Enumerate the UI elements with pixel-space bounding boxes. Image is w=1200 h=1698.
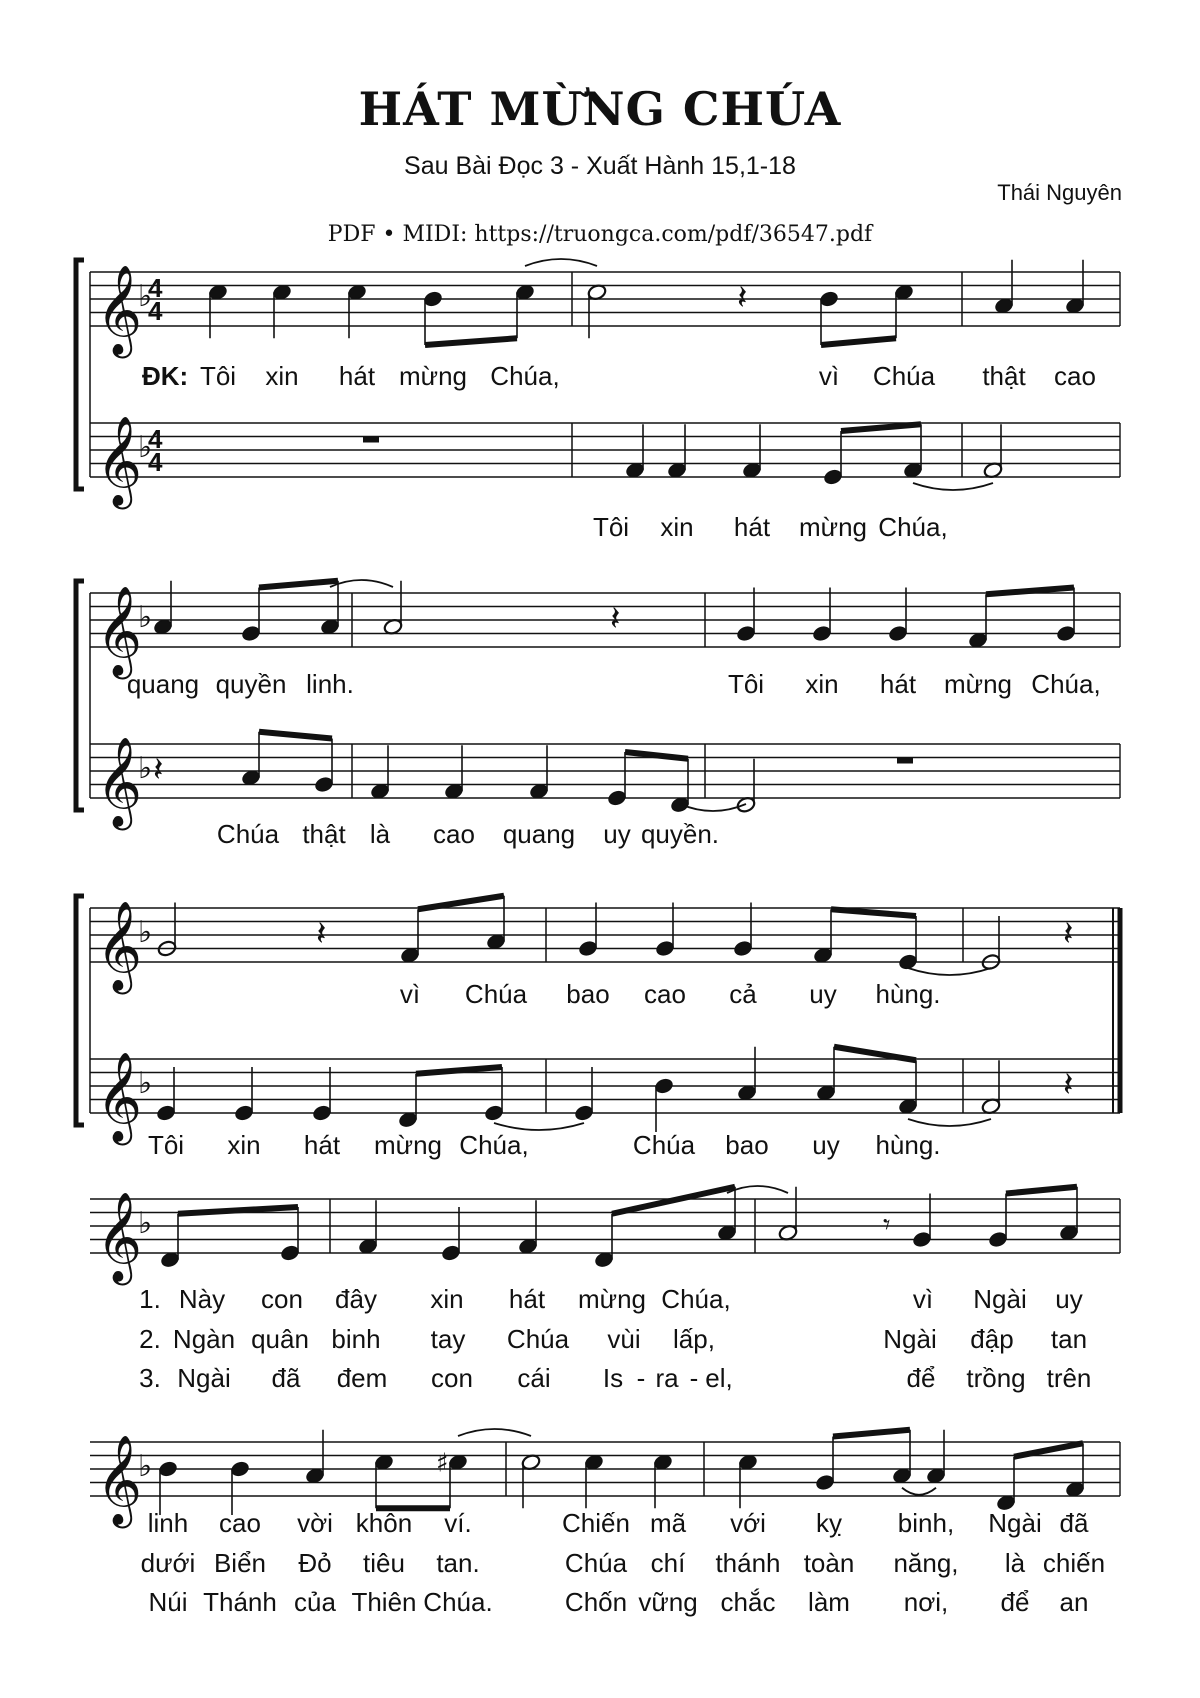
- lyric-syllable: Núi: [148, 1587, 188, 1617]
- time-sig-bottom-upper: 4: [148, 296, 163, 326]
- lyric-syllable: xin: [227, 1130, 261, 1160]
- tie: [525, 259, 597, 266]
- lyric-syllable: với: [730, 1508, 766, 1538]
- lyric-syllable: Chúa,: [1031, 669, 1101, 699]
- lyric-syllable: Chúa,: [661, 1284, 731, 1314]
- quarter-rest-icon: 𝄽: [1063, 914, 1074, 954]
- lyric-syllable: 2.: [139, 1324, 161, 1354]
- lyric-syllable: Đỏ: [298, 1548, 332, 1578]
- lyric-syllable: quyền.: [640, 819, 720, 849]
- lyric-syllable: mã: [649, 1508, 687, 1538]
- beam: [259, 581, 338, 588]
- lyric-syllable: Chúa.: [423, 1587, 493, 1617]
- note-head: [607, 789, 627, 807]
- time-sig-top-upper: 4: [148, 273, 163, 303]
- lyric-syllable: Ngài: [988, 1508, 1042, 1538]
- flat-icon: ♭: [138, 1206, 153, 1241]
- lyric-syllable: bao: [725, 1130, 769, 1160]
- note-head: [158, 1460, 178, 1478]
- lyric-syllable: tan.: [436, 1548, 480, 1578]
- time-sig-top-lower: 4: [148, 424, 163, 454]
- quarter-rest-icon: 𝄽: [610, 599, 621, 639]
- source-link[interactable]: PDF • MIDI: https://truongca.com/pdf/36547.pdf: [327, 222, 873, 247]
- beam: [1014, 1443, 1083, 1457]
- note-head: [823, 468, 843, 486]
- quarter-rest-icon: 𝄽: [737, 278, 748, 318]
- lyric-syllable: uy: [812, 1130, 840, 1160]
- lyric-syllable: để: [906, 1363, 936, 1393]
- lyric-syllable: thật: [302, 819, 346, 849]
- treble-clef-icon: 𝄞: [96, 416, 143, 506]
- lyric-syllable: binh,: [897, 1508, 955, 1538]
- lyric-syllable: vì: [818, 361, 840, 391]
- lyric-syllable: hùng.: [875, 1130, 941, 1160]
- note-head: [733, 940, 753, 958]
- flat-icon: ♭: [138, 751, 153, 786]
- treble-clef-icon: 𝄞: [96, 1435, 143, 1525]
- lyric-syllable: Chúa: [872, 361, 936, 391]
- lyric-syllable: Tôi: [147, 1130, 185, 1160]
- treble-clef-icon: 𝄞: [96, 586, 143, 676]
- lyric-syllable: uy: [809, 979, 837, 1009]
- eighth-rest-icon: 𝄾: [883, 1208, 891, 1241]
- lyric-syllable: Chúa: [506, 1324, 570, 1354]
- lyric-syllable: hùng.: [875, 979, 941, 1009]
- lyric-syllable: hát: [338, 361, 376, 391]
- lyric-syllable: đập: [970, 1324, 1014, 1354]
- system-bracket: [76, 260, 84, 489]
- lyric-syllable: el,: [705, 1363, 733, 1393]
- treble-clef-icon: 𝄞: [96, 901, 143, 991]
- lyric-syllable: cao: [219, 1508, 261, 1538]
- tie: [908, 1119, 991, 1126]
- lyric-syllable: làm: [808, 1587, 850, 1617]
- lyric-syllable: cái: [517, 1363, 551, 1393]
- system-bracket: [76, 896, 84, 1125]
- flat-icon: ♭: [138, 1066, 153, 1101]
- lyric-syllable: vùi: [607, 1324, 641, 1354]
- note-head: [578, 940, 598, 958]
- lyric-syllable: Chúa: [464, 979, 528, 1009]
- lyric-syllable: vì: [399, 979, 421, 1009]
- flat-icon: ♭: [138, 1449, 153, 1484]
- lyric-syllable: đây: [335, 1284, 377, 1314]
- note-head: [423, 290, 443, 308]
- lyric-syllable: vời: [297, 1508, 333, 1538]
- note-head: [441, 1244, 461, 1262]
- flat-icon: ♭: [138, 279, 153, 314]
- flat-icon: ♭: [138, 600, 153, 635]
- note-head: [574, 1104, 594, 1122]
- lyric-syllable: 1.: [139, 1284, 161, 1314]
- lyric-syllable: quang: [126, 669, 200, 699]
- lyric-syllable: Chiến: [562, 1508, 630, 1538]
- lyric-syllable: Chúa,: [459, 1130, 529, 1160]
- tie: [913, 483, 993, 490]
- lyric-syllable: con: [261, 1284, 303, 1314]
- lyric-syllable: năng,: [893, 1548, 959, 1578]
- lyric-syllable: -: [689, 1363, 699, 1393]
- tie: [458, 1429, 531, 1436]
- lyric-syllable: Is: [602, 1363, 624, 1393]
- lyric-syllable: toàn: [803, 1548, 855, 1578]
- lyric-syllable: Chúa: [632, 1130, 696, 1160]
- note-head: [819, 290, 839, 308]
- note-head: [156, 1104, 176, 1122]
- time-sig-bottom-lower: 4: [148, 447, 163, 477]
- lyric-syllable: dưới: [140, 1548, 196, 1578]
- beam: [821, 338, 896, 345]
- lyric-syllable: linh.: [306, 669, 354, 699]
- lyric-syllable: xin: [805, 669, 839, 699]
- lyric-syllable: Ngài: [883, 1324, 937, 1354]
- beam: [841, 424, 921, 431]
- beam: [425, 338, 517, 345]
- lyric-syllable: đã: [1059, 1508, 1089, 1538]
- tie: [727, 1186, 788, 1193]
- sharp-icon: ♯: [436, 1448, 449, 1479]
- whole-rest-icon: [363, 437, 379, 443]
- lyric-syllable: chắc: [720, 1587, 776, 1617]
- lyric-syllable: an: [1059, 1587, 1089, 1617]
- lyric-syllable: quân: [251, 1324, 309, 1354]
- note-head: [654, 1077, 674, 1095]
- lyric-syllable: cao: [433, 819, 475, 849]
- lyric-syllable: là: [1004, 1548, 1026, 1578]
- lyric-syllable: mừng: [944, 669, 1012, 699]
- system-bracket: [76, 581, 84, 810]
- lyric-syllable: quang: [502, 819, 576, 849]
- lyric-syllable: -: [636, 1363, 646, 1393]
- lyric-syllable: mừng: [399, 361, 467, 391]
- beam: [833, 1430, 910, 1437]
- lyric-syllable: xin: [430, 1284, 464, 1314]
- lyric-syllable: đã: [271, 1363, 301, 1393]
- lyric-syllable: Chúa,: [490, 361, 560, 391]
- lyric-syllable: thánh: [715, 1548, 781, 1578]
- lyric-syllable: ra: [655, 1363, 679, 1393]
- lyric-syllable: cả: [729, 979, 757, 1009]
- lyric-syllable: uy: [603, 819, 631, 849]
- lyric-syllable: thật: [982, 361, 1026, 391]
- lyric-syllable: cao: [1054, 361, 1096, 391]
- lyric-syllable: Ngài: [177, 1363, 231, 1393]
- lyric-syllable: hát: [733, 512, 771, 542]
- lyric-syllable: Tôi: [592, 512, 630, 542]
- note-head: [484, 1104, 504, 1122]
- lyric-syllable: Chúa,: [878, 512, 948, 542]
- lyric-syllable: nơi,: [903, 1587, 949, 1617]
- flat-icon: ♭: [138, 430, 153, 465]
- lyric-syllable: uy: [1055, 1284, 1083, 1314]
- quarter-rest-icon: 𝄽: [1063, 1065, 1074, 1105]
- lyric-syllable: kỵ: [816, 1508, 842, 1538]
- song-subtitle: Sau Bài Đọc 3 - Xuất Hành 15,1-18: [404, 152, 796, 180]
- lyric-syllable: hát: [508, 1284, 546, 1314]
- lyric-syllable: Chốn: [564, 1587, 628, 1617]
- tie: [680, 804, 746, 811]
- composer-name: Thái Nguyên: [997, 180, 1122, 205]
- lyric-syllable: xin: [265, 361, 299, 391]
- lyric-syllable: Thiên: [351, 1587, 417, 1617]
- quarter-rest-icon: 𝄽: [316, 914, 327, 954]
- lyric-syllable: Chúa: [216, 819, 280, 849]
- note-head: [1056, 625, 1076, 643]
- lyric-syllable: mừng: [578, 1284, 646, 1314]
- lyric-syllable: Chúa: [564, 1548, 628, 1578]
- lyric-syllable: khôn: [355, 1508, 413, 1538]
- lyric-syllable: để: [1000, 1587, 1030, 1617]
- beam: [418, 896, 504, 910]
- quarter-rest-icon: 𝄽: [153, 750, 164, 790]
- lyric-syllable: Này: [178, 1284, 226, 1314]
- lyric-syllable: binh: [331, 1324, 381, 1354]
- lyric-syllable: cao: [644, 979, 686, 1009]
- whole-rest-icon: [897, 758, 913, 764]
- tie: [330, 580, 393, 587]
- lyric-syllable: bao: [566, 979, 610, 1009]
- lyric-syllable: đem: [336, 1363, 388, 1393]
- note-head: [280, 1244, 300, 1262]
- lyric-syllable: Ngài: [973, 1284, 1027, 1314]
- lyric-syllable: chiến: [1042, 1548, 1106, 1578]
- beam: [259, 732, 332, 739]
- lyric-syllable: Biển: [213, 1548, 267, 1578]
- lyric-syllable: mừng: [374, 1130, 442, 1160]
- note-head: [655, 940, 675, 958]
- lyrics-layer: [127, 361, 1105, 1617]
- note-head: [234, 1104, 254, 1122]
- lyric-syllable: con: [431, 1363, 473, 1393]
- lyric-syllable: trồng: [966, 1363, 1026, 1393]
- note-head: [312, 1104, 332, 1122]
- treble-clef-icon: 𝄞: [96, 265, 143, 355]
- beam: [612, 1187, 735, 1214]
- song-title: HÁT MỪNG CHÚA: [358, 82, 842, 136]
- lyric-syllable: xin: [660, 512, 694, 542]
- tie: [908, 968, 991, 975]
- lyric-syllable: 3.: [139, 1363, 161, 1393]
- lyric-syllable: hát: [303, 1130, 341, 1160]
- lyric-syllable: vững: [638, 1587, 698, 1617]
- lyric-syllable: hát: [879, 669, 917, 699]
- lyric-syllable: Tôi: [199, 361, 237, 391]
- beam: [834, 1047, 916, 1061]
- lyric-syllable: mừng: [799, 512, 867, 542]
- lyric-syllable: tay: [430, 1324, 466, 1354]
- note-head: [888, 625, 908, 643]
- note-head: [812, 625, 832, 643]
- refrain-label: ĐK:: [142, 361, 189, 391]
- note-head: [815, 1474, 835, 1492]
- lyric-syllable: Tôi: [727, 669, 765, 699]
- note-head: [912, 1231, 932, 1249]
- lyric-syllable: là: [369, 819, 391, 849]
- lyric-syllable: linh: [147, 1508, 189, 1538]
- treble-clef-icon: 𝄞: [96, 737, 143, 827]
- lyric-syllable: Ngàn: [172, 1324, 236, 1354]
- note-head: [314, 776, 334, 794]
- beam: [1006, 1187, 1077, 1194]
- lyric-syllable: chí: [650, 1548, 686, 1578]
- beam: [831, 909, 916, 916]
- note-head: [988, 1231, 1008, 1249]
- lyric-syllable: quyền: [215, 669, 287, 699]
- lyric-syllable: Thánh: [203, 1587, 277, 1617]
- flat-icon: ♭: [138, 915, 153, 950]
- lyric-syllable: của: [294, 1587, 336, 1617]
- lyric-syllable: ví.: [444, 1508, 472, 1538]
- note-head: [736, 625, 756, 643]
- lyric-syllable: tiêu: [363, 1548, 405, 1578]
- lyric-syllable: tan: [1050, 1324, 1088, 1354]
- lyric-syllable: trên: [1046, 1363, 1092, 1393]
- note-head: [230, 1460, 250, 1478]
- treble-clef-icon: 𝄞: [96, 1192, 143, 1282]
- lyric-syllable: vì: [912, 1284, 934, 1314]
- lyric-syllable: lấp,: [673, 1324, 715, 1354]
- treble-clef-icon: 𝄞: [96, 1052, 143, 1142]
- tie: [902, 1488, 936, 1495]
- tie: [494, 1123, 584, 1130]
- note-head: [241, 625, 261, 643]
